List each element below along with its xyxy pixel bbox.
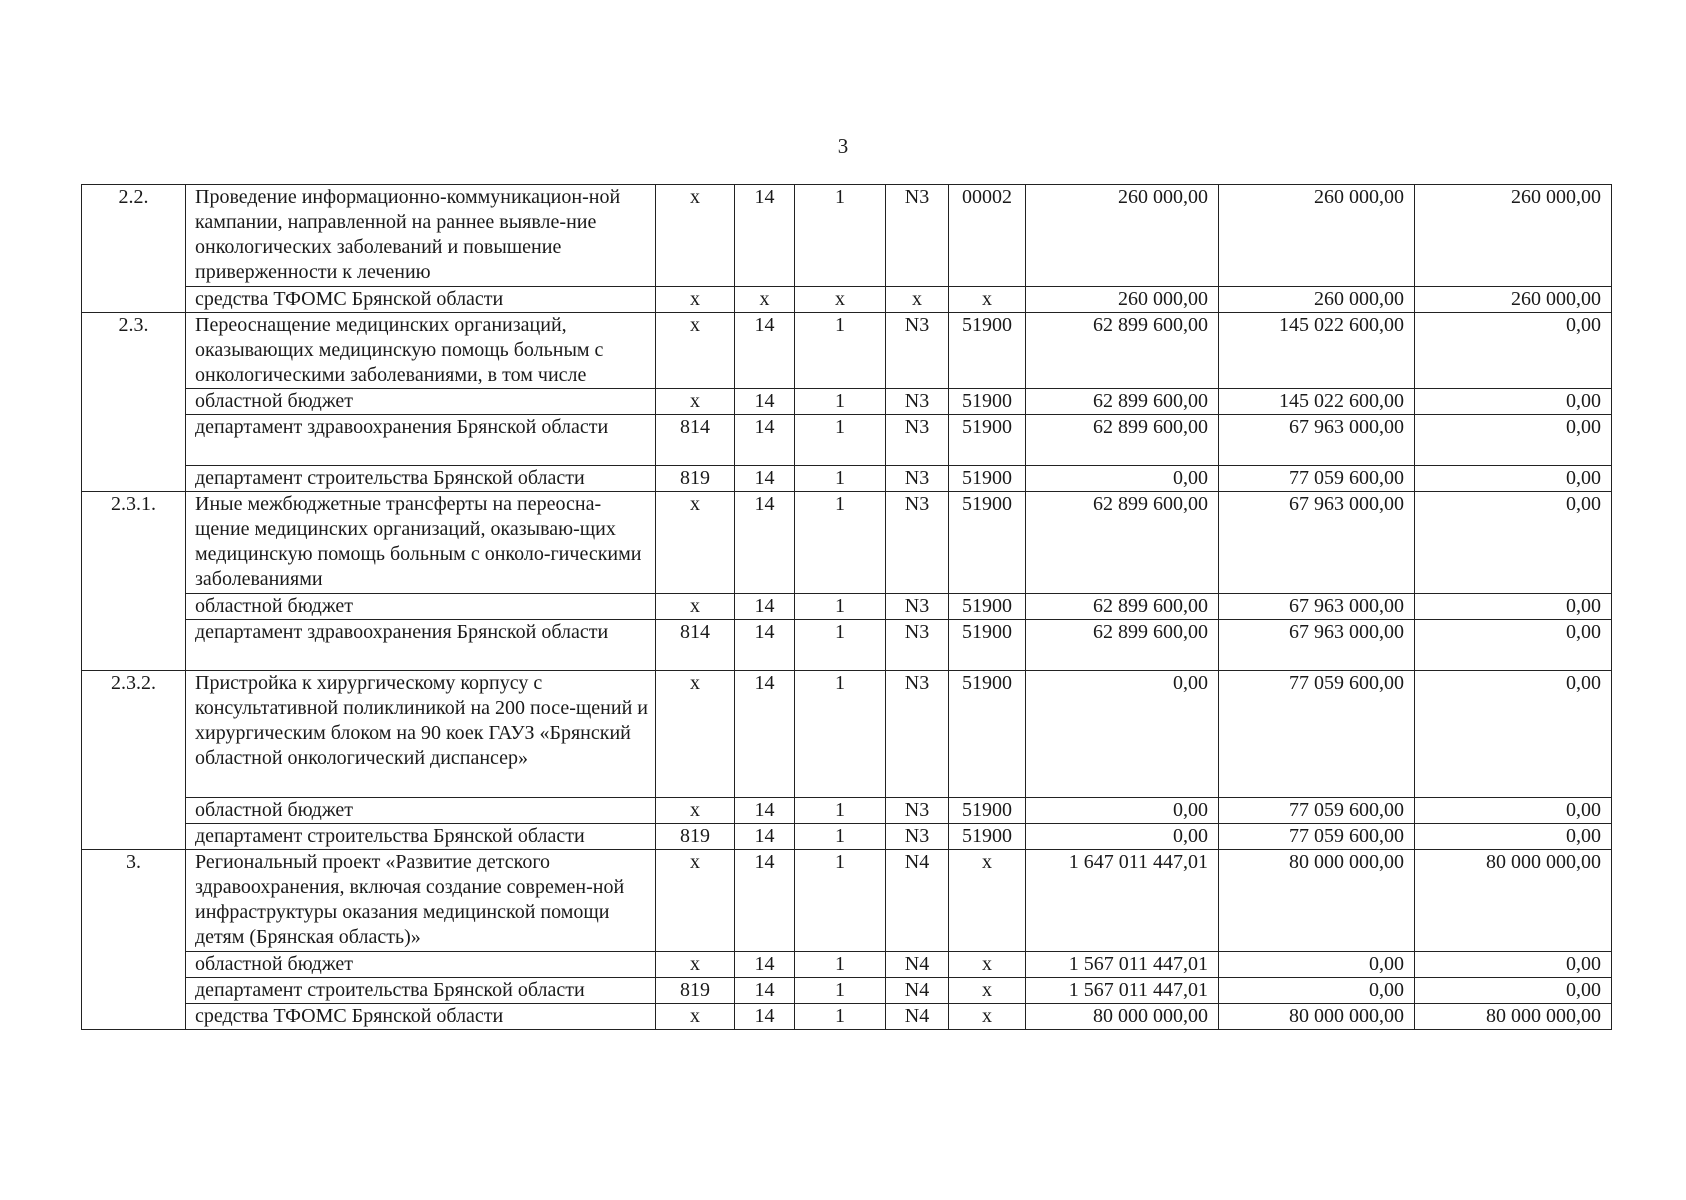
budget-table	[81, 184, 1612, 1030]
code-cell: 814	[656, 620, 735, 671]
table-row	[82, 620, 1612, 671]
amount-cell: 67 963 000,00	[1219, 492, 1415, 594]
code-cell: x	[656, 492, 735, 594]
amount-cell: 67 963 000,00	[1219, 415, 1415, 466]
amount-cell: 0,00	[1415, 671, 1612, 798]
name-cell: Переоснащение медицинских организаций, оказывающих медицинскую помощь больным с онкологическими заболеваниями, в том числе	[186, 313, 656, 389]
amount-cell: 62 899 600,00	[1026, 492, 1219, 594]
amount-cell: 260 000,00	[1415, 185, 1612, 287]
code-cell: 14	[735, 466, 795, 492]
name-cell: департамент строительства Брянской области	[186, 978, 656, 1004]
code-cell: x	[656, 952, 735, 978]
code-cell: 1	[795, 466, 886, 492]
code-cell: 51900	[949, 594, 1026, 620]
amount-cell: 0,00	[1415, 492, 1612, 594]
name-cell: областной бюджет	[186, 594, 656, 620]
amount-cell: 145 022 600,00	[1219, 389, 1415, 415]
name-cell: департамент строительства Брянской области	[186, 824, 656, 850]
code-cell: 1	[795, 952, 886, 978]
code-cell: N3	[886, 824, 949, 850]
amount-cell: 80 000 000,00	[1026, 1004, 1219, 1030]
name-cell: департамент здравоохранения Брянской области	[186, 620, 656, 671]
code-cell: 1	[795, 185, 886, 287]
table-row	[82, 287, 1612, 313]
amount-cell: 62 899 600,00	[1026, 313, 1219, 389]
code-cell: N4	[886, 978, 949, 1004]
code-cell: N4	[886, 850, 949, 952]
code-cell: x	[949, 287, 1026, 313]
amount-cell: 77 059 600,00	[1219, 824, 1415, 850]
code-cell: 14	[735, 594, 795, 620]
code-cell: x	[656, 594, 735, 620]
code-cell: 1	[795, 313, 886, 389]
code-cell: N3	[886, 798, 949, 824]
code-cell: 00002	[949, 185, 1026, 287]
table-row	[82, 594, 1612, 620]
code-cell: x	[735, 287, 795, 313]
amount-cell: 260 000,00	[1219, 185, 1415, 287]
code-cell: x	[656, 185, 735, 287]
amount-cell: 80 000 000,00	[1415, 850, 1612, 952]
code-cell: x	[949, 952, 1026, 978]
code-cell: 1	[795, 594, 886, 620]
amount-cell: 80 000 000,00	[1219, 1004, 1415, 1030]
amount-cell: 0,00	[1219, 952, 1415, 978]
code-cell: N3	[886, 185, 949, 287]
code-cell: x	[795, 287, 886, 313]
code-cell: x	[656, 850, 735, 952]
amount-cell: 0,00	[1415, 389, 1612, 415]
code-cell: N3	[886, 620, 949, 671]
amount-cell: 80 000 000,00	[1415, 1004, 1612, 1030]
table-row	[82, 415, 1612, 466]
amount-cell: 260 000,00	[1219, 287, 1415, 313]
amount-cell: 0,00	[1415, 415, 1612, 466]
amount-cell: 260 000,00	[1026, 185, 1219, 287]
code-cell: 1	[795, 978, 886, 1004]
table-row	[82, 492, 1612, 594]
code-cell: 14	[735, 313, 795, 389]
table-row	[82, 952, 1612, 978]
code-cell: N3	[886, 313, 949, 389]
table-row	[82, 978, 1612, 1004]
name-cell: департамент строительства Брянской области	[186, 466, 656, 492]
name-cell: средства ТФОМС Брянской области	[186, 287, 656, 313]
code-cell: x	[949, 850, 1026, 952]
code-cell: x	[656, 313, 735, 389]
amount-cell: 260 000,00	[1415, 287, 1612, 313]
code-cell: 1	[795, 492, 886, 594]
amount-cell: 145 022 600,00	[1219, 313, 1415, 389]
amount-cell: 62 899 600,00	[1026, 620, 1219, 671]
amount-cell: 0,00	[1415, 798, 1612, 824]
amount-cell: 0,00	[1415, 594, 1612, 620]
table-row	[82, 466, 1612, 492]
code-cell: 1	[795, 824, 886, 850]
amount-cell: 1 567 011 447,01	[1026, 978, 1219, 1004]
code-cell: 51900	[949, 313, 1026, 389]
amount-cell: 0,00	[1026, 824, 1219, 850]
table-row	[82, 389, 1612, 415]
name-cell: областной бюджет	[186, 952, 656, 978]
row-number-cell: 2.3.2.	[82, 671, 186, 850]
amount-cell: 0,00	[1026, 671, 1219, 798]
code-cell: 1	[795, 389, 886, 415]
code-cell: x	[656, 389, 735, 415]
amount-cell: 67 963 000,00	[1219, 594, 1415, 620]
row-number-cell: 2.3.1.	[82, 492, 186, 671]
code-cell: 51900	[949, 671, 1026, 798]
name-cell: Проведение информационно-коммуникацион-ной кампании, направленной на раннее выявле-ние онкологических заболеваний и повышение приверженности к лечению	[186, 185, 656, 287]
amount-cell: 62 899 600,00	[1026, 415, 1219, 466]
code-cell: 1	[795, 620, 886, 671]
amount-cell: 62 899 600,00	[1026, 389, 1219, 415]
amount-cell: 77 059 600,00	[1219, 671, 1415, 798]
code-cell: N3	[886, 389, 949, 415]
page-number: 3	[837, 134, 849, 158]
row-number-cell: 3.	[82, 850, 186, 1030]
name-cell: средства ТФОМС Брянской области	[186, 1004, 656, 1030]
name-cell: Региональный проект «Развитие детского здравоохранения, включая создание современ-ной инфраструктуры оказания медицинской помощи детям (Брянская область)»	[186, 850, 656, 952]
name-cell: Иные межбюджетные трансферты на переосна-щение медицинских организаций, оказываю-щих медицинскую помощь больным с онколо-гическими заболеваниями	[186, 492, 656, 594]
code-cell: 14	[735, 850, 795, 952]
amount-cell: 77 059 600,00	[1219, 466, 1415, 492]
amount-cell: 0,00	[1026, 798, 1219, 824]
code-cell: N4	[886, 1004, 949, 1030]
code-cell: 51900	[949, 492, 1026, 594]
code-cell: 1	[795, 1004, 886, 1030]
name-cell: Пристройка к хирургическому корпусу с консультативной поликлиникой на 200 посе-щений и хирургическим блоком на 90 коек ГАУЗ «Брянский областной онкологический диспансер»	[186, 671, 656, 798]
table-row	[82, 313, 1612, 389]
code-cell: 819	[656, 978, 735, 1004]
name-cell: областной бюджет	[186, 798, 656, 824]
code-cell: 14	[735, 415, 795, 466]
name-cell: областной бюджет	[186, 389, 656, 415]
code-cell: 51900	[949, 824, 1026, 850]
code-cell: 14	[735, 185, 795, 287]
code-cell: x	[949, 1004, 1026, 1030]
code-cell: 814	[656, 415, 735, 466]
code-cell: N3	[886, 466, 949, 492]
table-row	[82, 185, 1612, 287]
amount-cell: 77 059 600,00	[1219, 798, 1415, 824]
table-row	[82, 798, 1612, 824]
code-cell: N3	[886, 671, 949, 798]
row-number-cell: 2.2.	[82, 185, 186, 313]
amount-cell: 0,00	[1415, 824, 1612, 850]
code-cell: 14	[735, 824, 795, 850]
code-cell: 51900	[949, 620, 1026, 671]
code-cell: 51900	[949, 415, 1026, 466]
amount-cell: 0,00	[1415, 978, 1612, 1004]
code-cell: x	[656, 1004, 735, 1030]
amount-cell: 80 000 000,00	[1219, 850, 1415, 952]
name-cell: департамент здравоохранения Брянской области	[186, 415, 656, 466]
amount-cell: 1 567 011 447,01	[1026, 952, 1219, 978]
code-cell: 1	[795, 798, 886, 824]
amount-cell: 67 963 000,00	[1219, 620, 1415, 671]
amount-cell: 260 000,00	[1026, 287, 1219, 313]
code-cell: x	[656, 798, 735, 824]
code-cell: x	[949, 978, 1026, 1004]
code-cell: x	[656, 671, 735, 798]
code-cell: 819	[656, 824, 735, 850]
code-cell: 14	[735, 952, 795, 978]
code-cell: N3	[886, 415, 949, 466]
code-cell: 1	[795, 415, 886, 466]
row-number-cell: 2.3.	[82, 313, 186, 492]
code-cell: 14	[735, 1004, 795, 1030]
amount-cell: 0,00	[1415, 466, 1612, 492]
amount-cell: 62 899 600,00	[1026, 594, 1219, 620]
code-cell: 51900	[949, 798, 1026, 824]
table-row	[82, 850, 1612, 952]
amount-cell: 0,00	[1026, 466, 1219, 492]
code-cell: 14	[735, 798, 795, 824]
amount-cell: 0,00	[1415, 952, 1612, 978]
code-cell: 14	[735, 978, 795, 1004]
code-cell: 14	[735, 620, 795, 671]
code-cell: N4	[886, 952, 949, 978]
code-cell: N3	[886, 594, 949, 620]
code-cell: 14	[735, 671, 795, 798]
table-row	[82, 671, 1612, 798]
code-cell: 51900	[949, 389, 1026, 415]
code-cell: 14	[735, 389, 795, 415]
code-cell: 51900	[949, 466, 1026, 492]
code-cell: N3	[886, 492, 949, 594]
code-cell: 1	[795, 671, 886, 798]
amount-cell: 0,00	[1219, 978, 1415, 1004]
code-cell: 14	[735, 492, 795, 594]
code-cell: x	[656, 287, 735, 313]
amount-cell: 1 647 011 447,01	[1026, 850, 1219, 952]
table-row	[82, 1004, 1612, 1030]
amount-cell: 0,00	[1415, 620, 1612, 671]
code-cell: 819	[656, 466, 735, 492]
amount-cell: 0,00	[1415, 313, 1612, 389]
code-cell: x	[886, 287, 949, 313]
code-cell: 1	[795, 850, 886, 952]
table-row	[82, 824, 1612, 850]
